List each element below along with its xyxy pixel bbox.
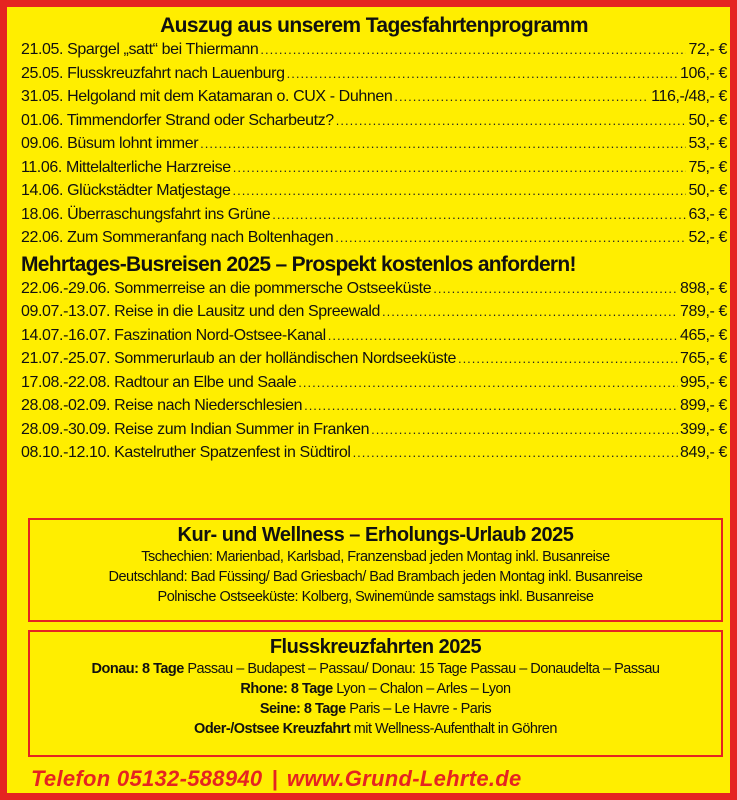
footer-separator: | <box>271 766 278 791</box>
list-item <box>21 347 727 371</box>
list-item <box>21 132 727 156</box>
trip-label: 28.09.-30.09. Reise zum Indian Summer in Franken <box>21 420 370 438</box>
trip-label: 09.07.-13.07. Reise in die Lausitz und den Spreewald <box>21 303 381 320</box>
trip-price: 399,- € <box>679 420 727 438</box>
trip-price: 50,- € <box>688 182 727 199</box>
dot-leader <box>272 203 686 227</box>
list-item <box>21 418 727 442</box>
dot-leader <box>336 109 687 133</box>
wellness-line: Polnische Ostseeküste: Kolberg, Swinemünde samstags inkl. Busanreise <box>157 589 594 605</box>
trip-label: 21.07.-25.07. Sommerurlaub an der holländischen Nordseeküste <box>21 350 456 367</box>
dot-leader <box>382 300 678 324</box>
wellness-title: Kur- und Wellness – Erholungs-Urlaub 2025 <box>177 524 574 546</box>
dot-leader <box>232 179 686 203</box>
dot-leader <box>233 156 687 180</box>
cruise-line-seine <box>30 699 721 719</box>
list-item <box>21 277 727 301</box>
cruise-duration: Donau: 8 Tage <box>91 661 184 677</box>
dot-leader <box>353 441 678 465</box>
river-cruises-box <box>28 630 723 757</box>
list-item <box>21 394 727 418</box>
trip-price: 765,- € <box>679 350 727 367</box>
dot-leader <box>335 226 686 250</box>
trip-label: 17.08.-22.08. Radtour an Elbe und Saale <box>21 373 297 391</box>
trip-price: 899,- € <box>679 397 727 414</box>
dot-leader <box>200 132 686 156</box>
cruise-line-donau <box>30 659 721 679</box>
trip-label: 21.05. Spargel „satt“ bei Thiermann <box>21 41 259 58</box>
trip-price: 63,- € <box>688 205 727 223</box>
dot-leader <box>328 324 678 348</box>
dot-leader <box>304 394 678 418</box>
multi-day-list <box>21 277 727 465</box>
list-item <box>21 203 727 227</box>
trip-label: 14.07.-16.07. Faszination Nord-Ostsee-Kanal <box>21 326 326 344</box>
trip-price: 52,- € <box>688 229 727 246</box>
dot-leader <box>260 38 686 62</box>
wellness-line: Deutschland: Bad Füssing/ Bad Griesbach/ Bad Brambach jeden Montag inkl. Busanreise <box>108 569 643 585</box>
cruise-route: Paris – Le Havre - Paris <box>345 701 492 717</box>
trip-price: 995,- € <box>679 373 727 391</box>
cruise-route: Lyon – Chalon – Arles – Lyon <box>332 681 511 697</box>
list-item <box>21 324 727 348</box>
trip-label: 09.06. Büsum lohnt immer <box>21 135 199 152</box>
trip-price: 116,-/48,- € <box>651 88 727 105</box>
list-item <box>21 371 727 395</box>
dot-leader <box>298 371 678 395</box>
trip-label: 22.06. Zum Sommeranfang nach Boltenhagen <box>21 229 334 246</box>
list-item <box>21 441 727 465</box>
trip-label: 31.05. Helgoland mit dem Katamaran o. CUX - Duhnen <box>21 88 393 105</box>
trip-label: 28.08.-02.09. Reise nach Niederschlesien <box>21 397 303 414</box>
trip-listing <box>21 13 727 465</box>
trip-price: 72,- € <box>688 41 727 58</box>
river-cruises-title: Flusskreuzfahrten 2025 <box>269 636 482 658</box>
dot-leader <box>458 347 678 371</box>
day-trips-heading: Auszug aus unserem Tagesfahrtenprogramm <box>160 14 588 37</box>
dot-leader <box>287 62 678 86</box>
trip-label: 25.05. Flusskreuzfahrt nach Lauenburg <box>21 64 285 82</box>
trip-price: 50,- € <box>688 111 727 129</box>
cruise-duration: Oder-/Ostsee Kreuzfahrt <box>194 721 351 737</box>
trip-price: 789,- € <box>679 303 727 320</box>
list-item <box>21 85 727 109</box>
dot-leader <box>371 418 678 442</box>
trip-price: 465,- € <box>679 326 727 344</box>
trip-label: 22.06.-29.06. Sommerreise an die pommersche Ostseeküste <box>21 279 432 297</box>
trip-price: 53,- € <box>688 135 727 152</box>
trip-label: 14.06. Glückstädter Matjestage <box>21 182 231 199</box>
trip-label: 18.06. Überraschungsfahrt ins Grüne <box>21 205 271 223</box>
trip-label: 11.06. Mittelalterliche Harzreise <box>21 158 231 176</box>
list-item <box>21 179 727 203</box>
list-item <box>21 226 727 250</box>
trip-label: 01.06. Timmendorfer Strand oder Scharbeutz? <box>21 111 334 129</box>
trip-price: 849,- € <box>679 444 727 461</box>
phone-number[interactable]: Telefon 05132-588940 <box>31 766 263 791</box>
cruise-duration: Seine: 8 Tage <box>259 701 346 717</box>
wellness-box <box>28 518 723 622</box>
trip-price: 898,- € <box>679 279 727 297</box>
dot-leader <box>394 85 649 109</box>
dot-leader <box>433 277 678 301</box>
trip-label: 08.10.-12.10. Kastelruther Spatzenfest in Südtirol <box>21 444 351 461</box>
list-item <box>21 156 727 180</box>
cruise-line-rhone <box>30 679 721 699</box>
multi-day-heading: Mehrtages-Busreisen 2025 – Prospekt kostenlos anfordern! <box>21 252 576 276</box>
list-item <box>21 62 727 86</box>
cruise-duration: Rhone: 8 Tage <box>240 681 333 697</box>
website-link[interactable]: www.Grund-Lehrte.de <box>286 766 522 791</box>
trip-price: 75,- € <box>688 158 727 176</box>
list-item <box>21 109 727 133</box>
contact-footer <box>31 765 721 793</box>
cruise-line-oder <box>30 719 721 739</box>
wellness-line: Tschechien: Marienbad, Karlsbad, Franzensbad jeden Montag inkl. Busanreise <box>141 549 610 565</box>
list-item <box>21 300 727 324</box>
cruise-route: mit Wellness-Aufenthalt in Göhren <box>350 721 557 737</box>
day-trips-list <box>21 38 727 250</box>
cruise-route: Passau – Budapest – Passau/ Donau: 15 Tage Passau – Donaudelta – Passau <box>183 661 660 677</box>
list-item <box>21 38 727 62</box>
trip-price: 106,- € <box>679 64 727 82</box>
